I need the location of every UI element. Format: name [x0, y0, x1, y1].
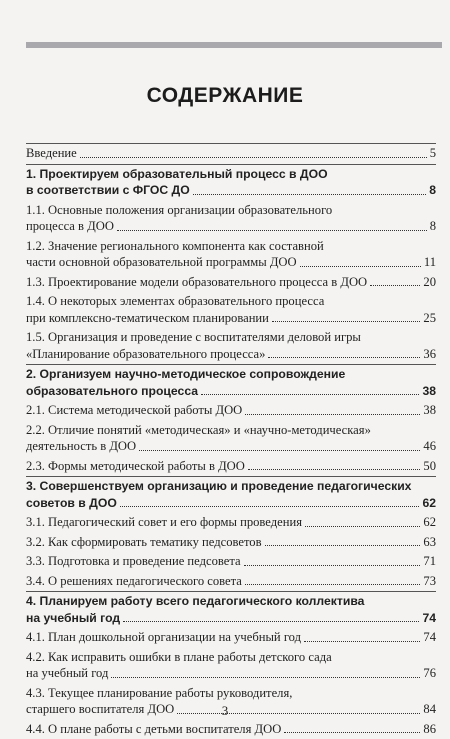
toc-entry-title: старшего воспитателя ДОО [26, 701, 174, 718]
toc-section[interactable] [26, 552, 436, 572]
toc-entry-title: 1.3. Проектирование модели образовательного процесса в ДОО [26, 274, 367, 291]
toc-section[interactable] [26, 273, 436, 293]
dot-leader [117, 230, 427, 231]
toc-entry-line: 1.5. Организация и проведение с воспитателями деловой игры [26, 329, 436, 346]
toc-section[interactable] [26, 572, 436, 592]
toc-page-number: 62 [422, 495, 436, 512]
page-title: СОДЕРЖАНИЕ [0, 84, 450, 108]
toc-page-number: 74 [422, 610, 436, 627]
toc-entry-title: процесса в ДОО [26, 218, 114, 235]
toc-page-number: 38 [423, 402, 436, 419]
toc-entry-title: советов в ДОО [26, 495, 117, 512]
toc-chapter[interactable] [26, 164, 436, 201]
toc-entry-row [26, 274, 436, 291]
dot-leader [265, 545, 421, 546]
toc-chapter[interactable] [26, 476, 436, 513]
toc-entry-line: 1.2. Значение регионального компонента как составной [26, 238, 436, 255]
dot-leader [284, 732, 420, 733]
toc-entry-row [26, 495, 436, 512]
dot-leader [245, 414, 420, 415]
toc-entry-title: 3.1. Педагогический совет и его формы проведения [26, 514, 302, 531]
toc-entry-title: при комплексно-тематическом планировании [26, 310, 269, 327]
toc-page-number: 84 [423, 701, 436, 718]
toc-entry-row [26, 553, 436, 570]
dot-leader [268, 357, 420, 358]
toc-entry-title: Введение [26, 145, 77, 162]
dot-leader [80, 157, 427, 158]
toc-entry-title: 2.3. Формы методической работы в ДОО [26, 458, 245, 475]
toc-entry-line: 1. Проектируем образовательный процесс в ДОО [26, 166, 436, 183]
toc-entry-line: 1.4. О некоторых элементах образовательного процесса [26, 293, 436, 310]
toc-page-number: 62 [423, 514, 436, 531]
toc-section[interactable] [26, 513, 436, 533]
toc-entry-row [26, 534, 436, 551]
toc-page-number: 76 [423, 665, 436, 682]
toc-section[interactable] [26, 237, 436, 273]
toc-entry-title: на учебный год [26, 665, 108, 682]
dot-leader [120, 506, 420, 507]
dot-leader [244, 565, 421, 566]
dot-leader [201, 394, 419, 395]
dot-leader [123, 621, 419, 622]
dot-leader [193, 194, 426, 195]
toc-entry-row [26, 254, 436, 271]
dot-leader [304, 641, 420, 642]
toc-entry-row [26, 218, 436, 235]
page-number: 3 [0, 703, 450, 719]
dot-leader [305, 526, 420, 527]
toc-section[interactable] [26, 457, 436, 477]
toc-section[interactable] [26, 328, 436, 364]
toc-page-number: 86 [423, 721, 436, 738]
toc-entry-title: 3.3. Подготовка и проведение педсовета [26, 553, 241, 570]
toc-section[interactable] [26, 201, 436, 237]
toc-page-number: 71 [423, 553, 436, 570]
dot-leader [111, 677, 420, 678]
toc-page-number: 20 [423, 274, 436, 291]
toc-entry-line: 3. Совершенствуем организацию и проведение педагогических [26, 478, 436, 495]
dot-leader [139, 450, 420, 451]
toc-section[interactable] [26, 628, 436, 648]
toc-page-number: 63 [423, 534, 436, 551]
toc-entry-row [26, 182, 436, 199]
toc-entry-title: 2.1. Система методической работы ДОО [26, 402, 242, 419]
dot-leader [248, 469, 421, 470]
toc-page-number: 11 [424, 254, 436, 271]
dot-leader [370, 285, 420, 286]
toc-entry-row [26, 573, 436, 590]
toc-page-number: 25 [423, 310, 436, 327]
toc-page-number: 46 [423, 438, 436, 455]
toc-section[interactable] [26, 720, 436, 739]
dot-leader [300, 266, 421, 267]
toc-entry-row [26, 629, 436, 646]
toc-section[interactable] [26, 533, 436, 553]
toc-entry-row [26, 402, 436, 419]
toc-entry-title: на учебный год [26, 610, 120, 627]
toc-entry-title: «Планирование образовательного процесса» [26, 346, 265, 363]
toc-page-number: 74 [423, 629, 436, 646]
dot-leader [272, 321, 420, 322]
toc-page-number: 38 [422, 383, 436, 400]
toc-entry-row [26, 346, 436, 363]
toc-entry-row [26, 610, 436, 627]
toc-page-number: 8 [430, 218, 436, 235]
toc-entry-row [26, 514, 436, 531]
toc-entry-row [26, 383, 436, 400]
toc-intro[interactable] [26, 143, 436, 164]
toc-chapter[interactable] [26, 591, 436, 628]
dot-leader [245, 584, 421, 585]
toc-entry-row [26, 665, 436, 682]
toc-entry-title: деятельность в ДОО [26, 438, 136, 455]
toc-entry-row [26, 145, 436, 162]
toc-entry-title: 3.2. Как сформировать тематику педсоветов [26, 534, 262, 551]
toc-page-number: 73 [423, 573, 436, 590]
toc-entry-line: 2.2. Отличие понятий «методическая» и «научно-методическая» [26, 422, 436, 439]
toc-entry-title: 4.4. О плане работы с детьми воспитателя ДОО [26, 721, 281, 738]
header-rule [26, 42, 442, 48]
toc-section[interactable] [26, 421, 436, 457]
toc-page-number: 5 [430, 145, 436, 162]
toc-section[interactable] [26, 648, 436, 684]
toc-section[interactable] [26, 401, 436, 421]
toc-entry-line: 1.1. Основные положения организации образовательного [26, 202, 436, 219]
toc-page-number: 8 [429, 182, 436, 199]
toc-entry-line: 2. Организуем научно-методическое сопровождение [26, 366, 436, 383]
toc-entry-line: 4.3. Текущее планирование работы руководителя, [26, 685, 436, 702]
toc-entry-row [26, 458, 436, 475]
toc-entry-title: части основной образовательной программы ДОО [26, 254, 297, 271]
toc-entry-row [26, 310, 436, 327]
toc-entry-title: 3.4. О решениях педагогического совета [26, 573, 242, 590]
toc-chapter[interactable] [26, 364, 436, 401]
toc-entry-row [26, 438, 436, 455]
table-of-contents [26, 143, 436, 739]
toc-page-number: 50 [423, 458, 436, 475]
toc-entry-title: 4.1. План дошкольной организации на учебный год [26, 629, 301, 646]
toc-entry-title: в соответствии с ФГОС ДО [26, 182, 190, 199]
toc-entry-line: 4. Планируем работу всего педагогического коллектива [26, 593, 436, 610]
toc-entry-line: 4.2. Как исправить ошибки в плане работы детского сада [26, 649, 436, 666]
toc-section[interactable] [26, 292, 436, 328]
toc-page-number: 36 [423, 346, 436, 363]
toc-entry-title: образовательного процесса [26, 383, 198, 400]
